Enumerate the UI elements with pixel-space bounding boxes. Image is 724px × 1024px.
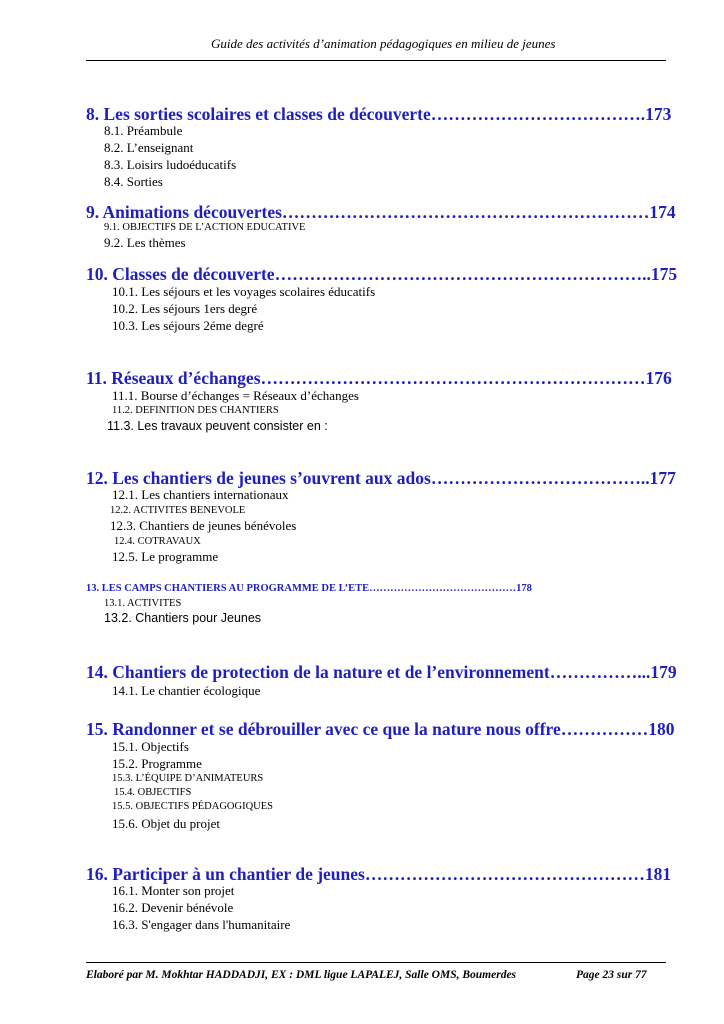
toc-heading-10[interactable]: 10. Classes de découverte………………………………………………………..175 (86, 264, 678, 284)
toc-item-8-2[interactable]: 8.2. L’enseignant (104, 140, 194, 155)
header-rule (86, 60, 666, 61)
toc-item-8-4[interactable]: 8.4. Sorties (104, 174, 163, 189)
toc-item-16-3[interactable]: 16.3. S'engager dans l'humanitaire (112, 917, 291, 932)
toc-item-12-3[interactable]: 12.3. Chantiers de jeunes bénévoles (110, 518, 297, 533)
toc-item-15-1[interactable]: 15.1. Objectifs (112, 739, 189, 754)
footer-rule (86, 962, 666, 963)
toc-item-15-6[interactable]: 15.6. Objet du projet (112, 816, 220, 831)
toc-heading-13[interactable]: 13. LES CAMPS CHANTIERS AU PROGRAMME DE L’ETE……………………………………178 (86, 583, 532, 594)
toc-item-14-1[interactable]: 14.1. Le chantier écologique (112, 683, 261, 698)
toc-heading-11[interactable]: 11. Réseaux d’échanges…………………………………………………………176 (86, 368, 672, 388)
toc-item-13-1[interactable]: 13.1. ACTIVITES (104, 598, 182, 609)
toc-item-15-5[interactable]: 15.5. OBJECTIFS PÉDAGOGIQUES (112, 801, 274, 812)
toc-heading-16[interactable]: 16. Participer à un chantier de jeunes…………………………………………181 (86, 864, 672, 884)
toc-item-13-2[interactable]: 13.2. Chantiers pour Jeunes (104, 611, 262, 625)
toc-item-16-2[interactable]: 16.2. Devenir bénévole (112, 900, 234, 915)
toc-item-11-3[interactable]: 11.3. Les travaux peuvent consister en : (107, 419, 328, 433)
toc-item-12-5[interactable]: 12.5. Le programme (112, 549, 219, 564)
toc-item-9-1[interactable]: 9.1. OBJECTIFS DE L’ACTION EDUCATIVE (104, 222, 306, 233)
toc-item-11-2[interactable]: 11.2. DEFINITION DES CHANTIERS (112, 405, 279, 416)
toc-heading-9[interactable]: 9. Animations découvertes………………………………………………………174 (86, 202, 676, 222)
running-header: Guide des activités d’animation pédagogiques en milieu de jeunes (211, 36, 556, 51)
toc-item-8-3[interactable]: 8.3. Loisirs ludoéducatifs (104, 157, 237, 172)
toc-item-12-2[interactable]: 12.2. ACTIVITES BENEVOLE (110, 505, 246, 516)
toc-item-11-1[interactable]: 11.1. Bourse d’échanges = Réseaux d’échanges (112, 388, 359, 403)
toc-item-10-1[interactable]: 10.1. Les séjours et les voyages scolaires éducatifs (112, 284, 376, 299)
toc-item-15-2[interactable]: 15.2. Programme (112, 756, 202, 771)
toc-item-10-3[interactable]: 10.3. Les séjours 2éme degré (112, 318, 264, 333)
toc-item-15-3[interactable]: 15.3. L’ÉQUIPE D’ANIMATEURS (112, 773, 264, 784)
toc-item-9-2[interactable]: 9.2. Les thèmes (104, 235, 186, 250)
toc-item-16-1[interactable]: 16.1. Monter son projet (112, 883, 235, 898)
toc-item-15-4[interactable]: 15.4. OBJECTIFS (114, 787, 192, 798)
toc-item-8-1[interactable]: 8.1. Préambule (104, 123, 183, 138)
toc-heading-8[interactable]: 8. Les sorties scolaires et classes de découverte……………………………….173 (86, 104, 672, 124)
toc-heading-12[interactable]: 12. Les chantiers de jeunes s’ouvrent aux ados………………………………..177 (86, 468, 676, 488)
footer-author: Elaboré par M. Mokhtar HADDADJI, EX : DML ligue LAPALEJ, Salle OMS, Boumerdes (86, 969, 517, 981)
toc-item-10-2[interactable]: 10.2. Les séjours 1ers degré (112, 301, 258, 316)
footer-page-number: Page 23 sur 77 (576, 969, 647, 981)
toc-heading-14[interactable]: 14. Chantiers de protection de la nature et de l’environnement……………...179 (86, 662, 677, 682)
toc-heading-15[interactable]: 15. Randonner et se débrouiller avec ce que la nature nous offre……………180 (86, 719, 675, 739)
toc-item-12-4[interactable]: 12.4. COTRAVAUX (114, 536, 201, 547)
toc-item-12-1[interactable]: 12.1. Les chantiers internationaux (112, 487, 289, 502)
